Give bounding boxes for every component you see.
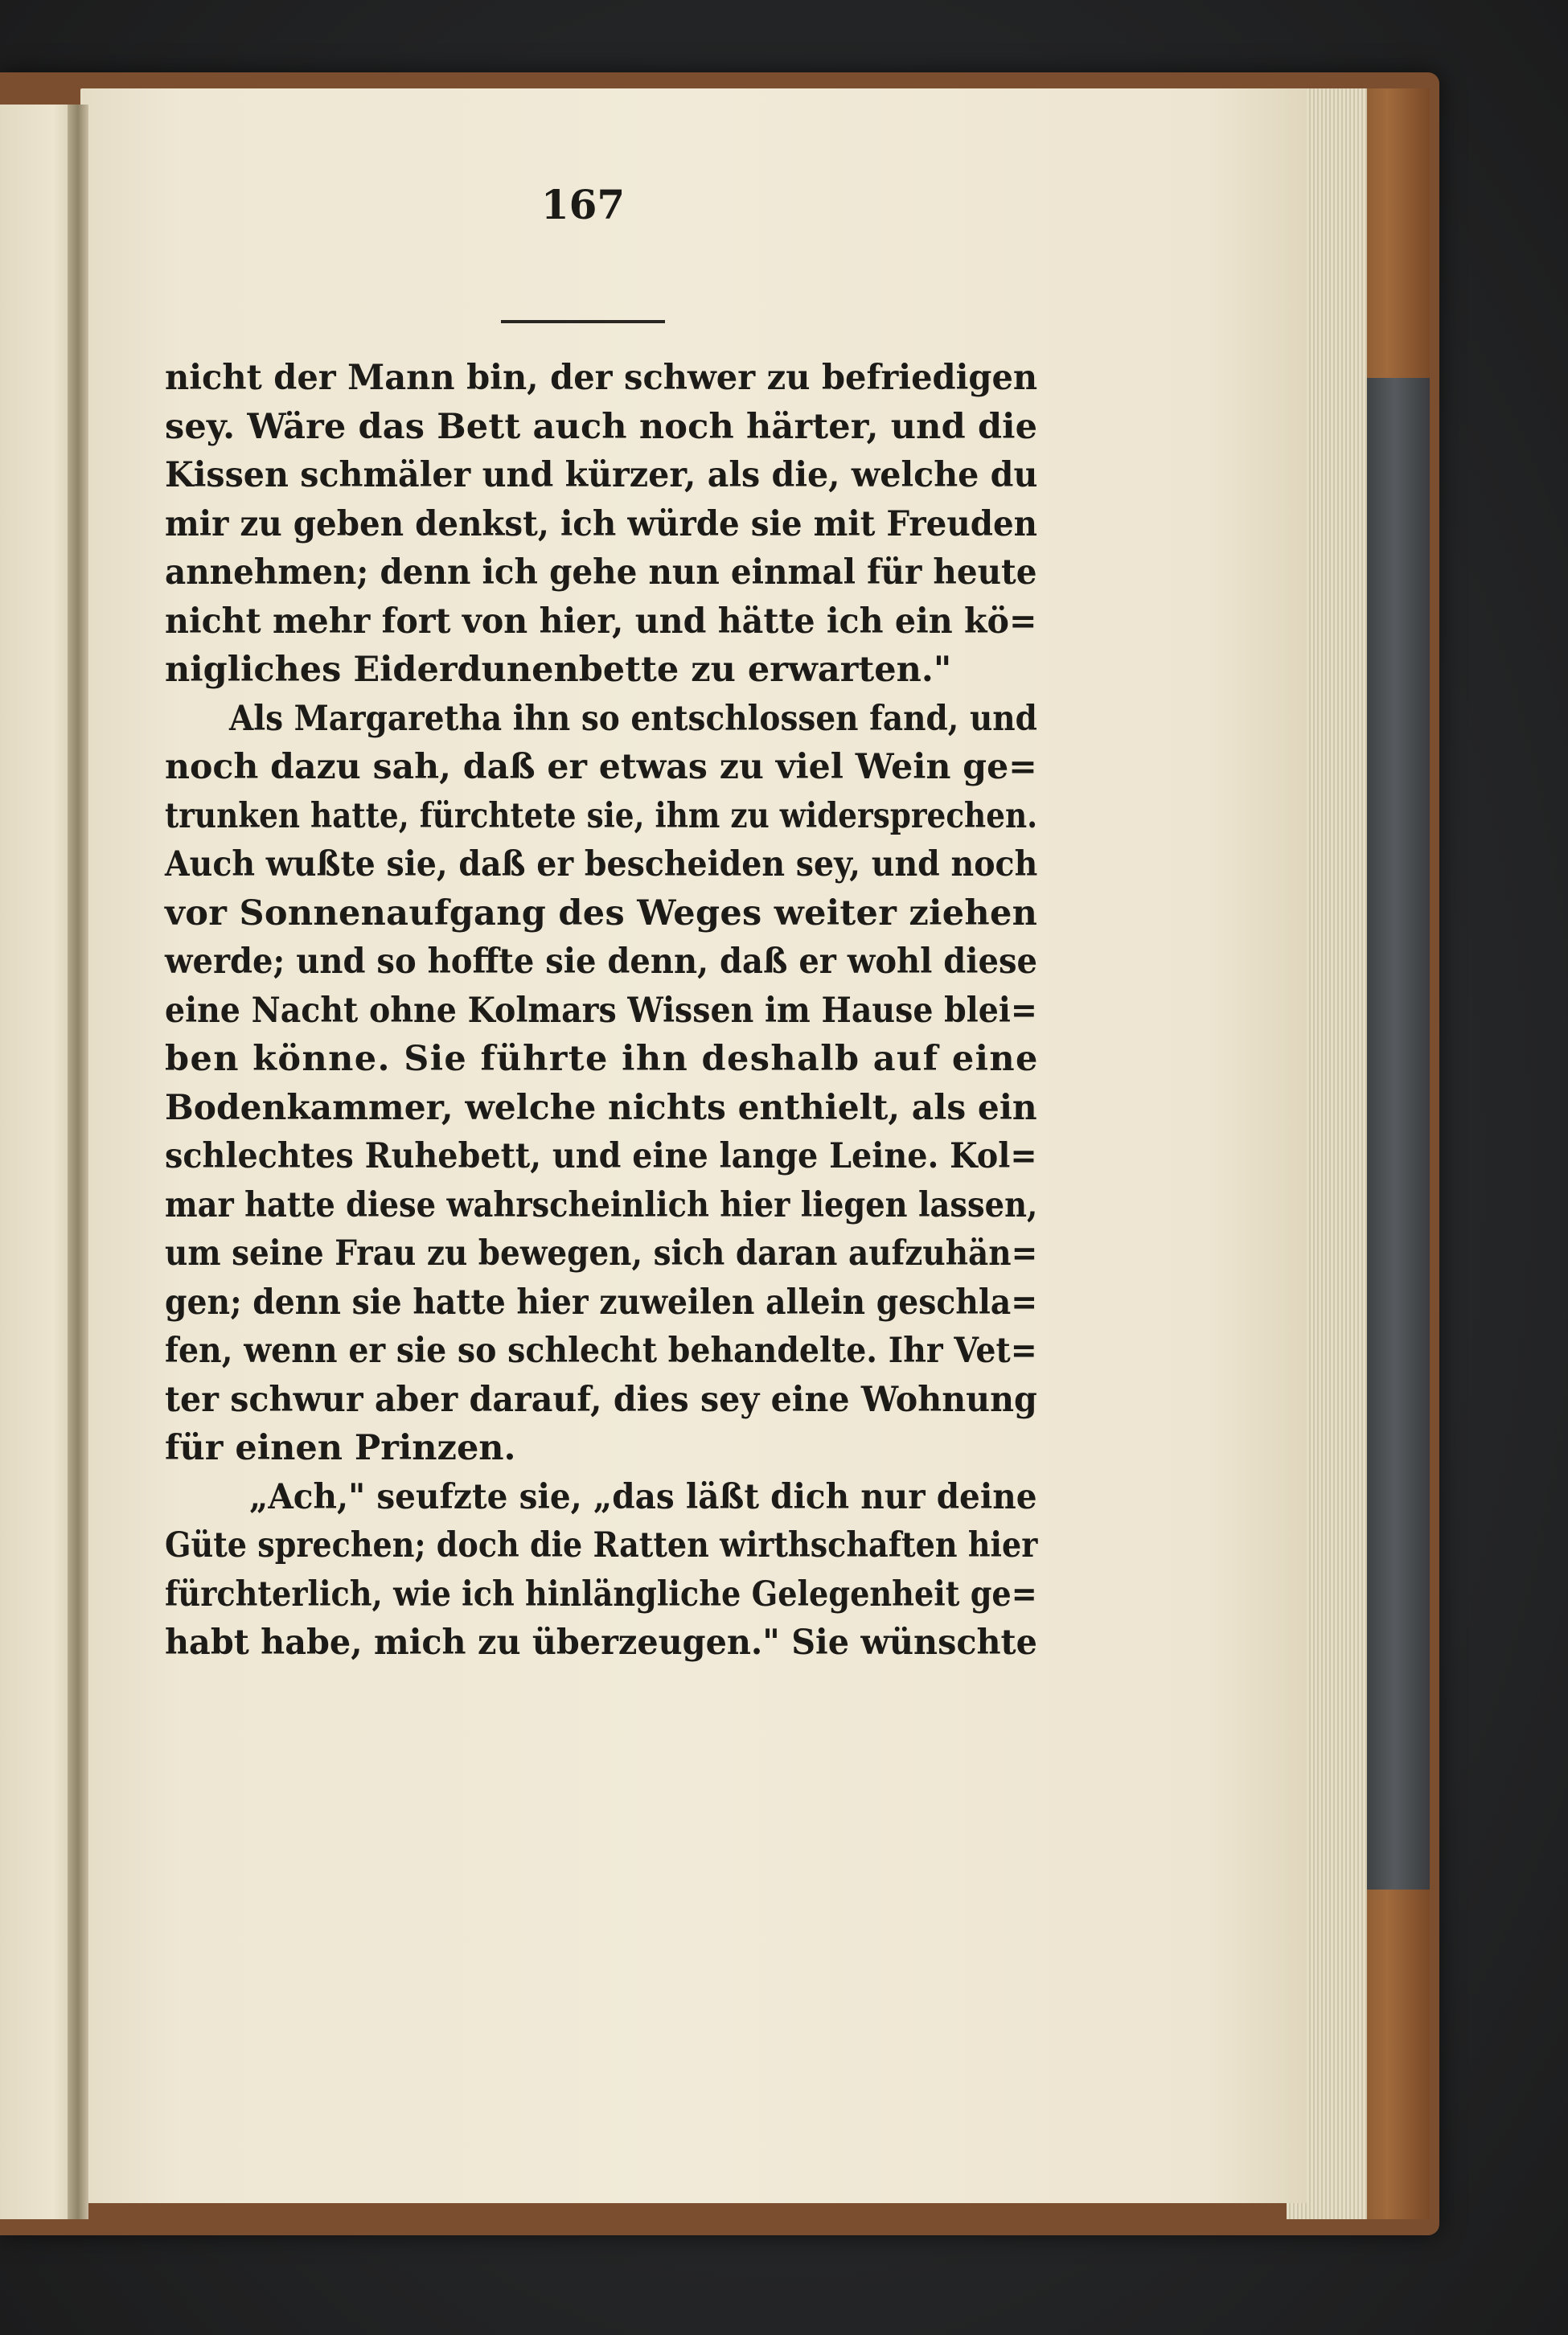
text-line: Bodenkammer, welche nichts enthielt, als ein — [165, 1087, 1037, 1128]
text-line: trunken hatte, fürchtete sie, ihm zu widersprechen. — [165, 795, 1038, 836]
text-line: Als Margaretha ihn so entschlossen fand, und — [229, 698, 1037, 739]
text-line: gen; denn sie hatte hier zuweilen allein geschla= — [165, 1282, 1038, 1323]
page-number: 167 — [540, 181, 626, 228]
text-line: um seine Frau zu bewegen, sich daran aufzuhän= — [165, 1233, 1038, 1274]
text-line: noch dazu sah, daß er etwas zu viel Wein ge= — [165, 747, 1037, 787]
text-line: nigliches Eiderdunenbette zu erwarten." — [165, 650, 952, 690]
text-line: annehmen; denn ich gehe nun einmal für heute — [165, 552, 1037, 593]
text-line: nicht der Mann bin, der schwer zu befriedigen — [165, 358, 1038, 398]
text-line: mir zu geben denkst, ich würde sie mit Freuden — [165, 503, 1038, 544]
text-line: mar hatte diese wahrscheinlich hier liegen lassen, — [165, 1184, 1038, 1225]
text-line: sey. Wäre das Bett auch noch härter, und die — [165, 406, 1038, 447]
text-line: schlechtes Ruhebett, und eine lange Leine. Kol= — [165, 1136, 1037, 1176]
text-line: Auch wußte sie, daß er bescheiden sey, und noch — [165, 844, 1038, 884]
text-line: werde; und so hoffte sie denn, daß er wohl diese — [165, 942, 1038, 982]
text-line: eine Nacht ohne Kolmars Wissen im Hause blei= — [165, 990, 1037, 1031]
page-gutter — [68, 105, 88, 2219]
text-line: vor Sonnenaufgang des Weges weiter ziehen — [165, 893, 1038, 934]
text-line: fen, wenn er sie so schlecht behandelte. Ihr Vet= — [165, 1331, 1037, 1371]
text-line: nicht mehr fort von hier, und hätte ich ein kö= — [165, 601, 1037, 642]
text-line: Kissen schmäler und kürzer, als die, welche du — [165, 455, 1038, 495]
text-line: fürchterlich, wie ich hinlängliche Gelegenheit ge= — [165, 1574, 1037, 1615]
text-line: „Ach," seufzte sie, „das läßt dich nur deine — [249, 1476, 1037, 1517]
left-page-fragment — [0, 105, 76, 2219]
text-line: ter schwur aber darauf, dies sey eine Wohnung — [165, 1379, 1037, 1420]
text-line: Güte sprechen; doch die Ratten wirthschaften hier — [165, 1525, 1038, 1566]
header-rule — [501, 320, 665, 323]
text-line: ben könne. Sie führte ihn deshalb auf eine — [165, 1039, 1039, 1079]
text-line: habt habe, mich zu überzeugen." Sie wünschte — [165, 1623, 1037, 1663]
text-line: für einen Prinzen. — [165, 1428, 516, 1468]
cover-cloth-panel — [1365, 378, 1430, 1890]
